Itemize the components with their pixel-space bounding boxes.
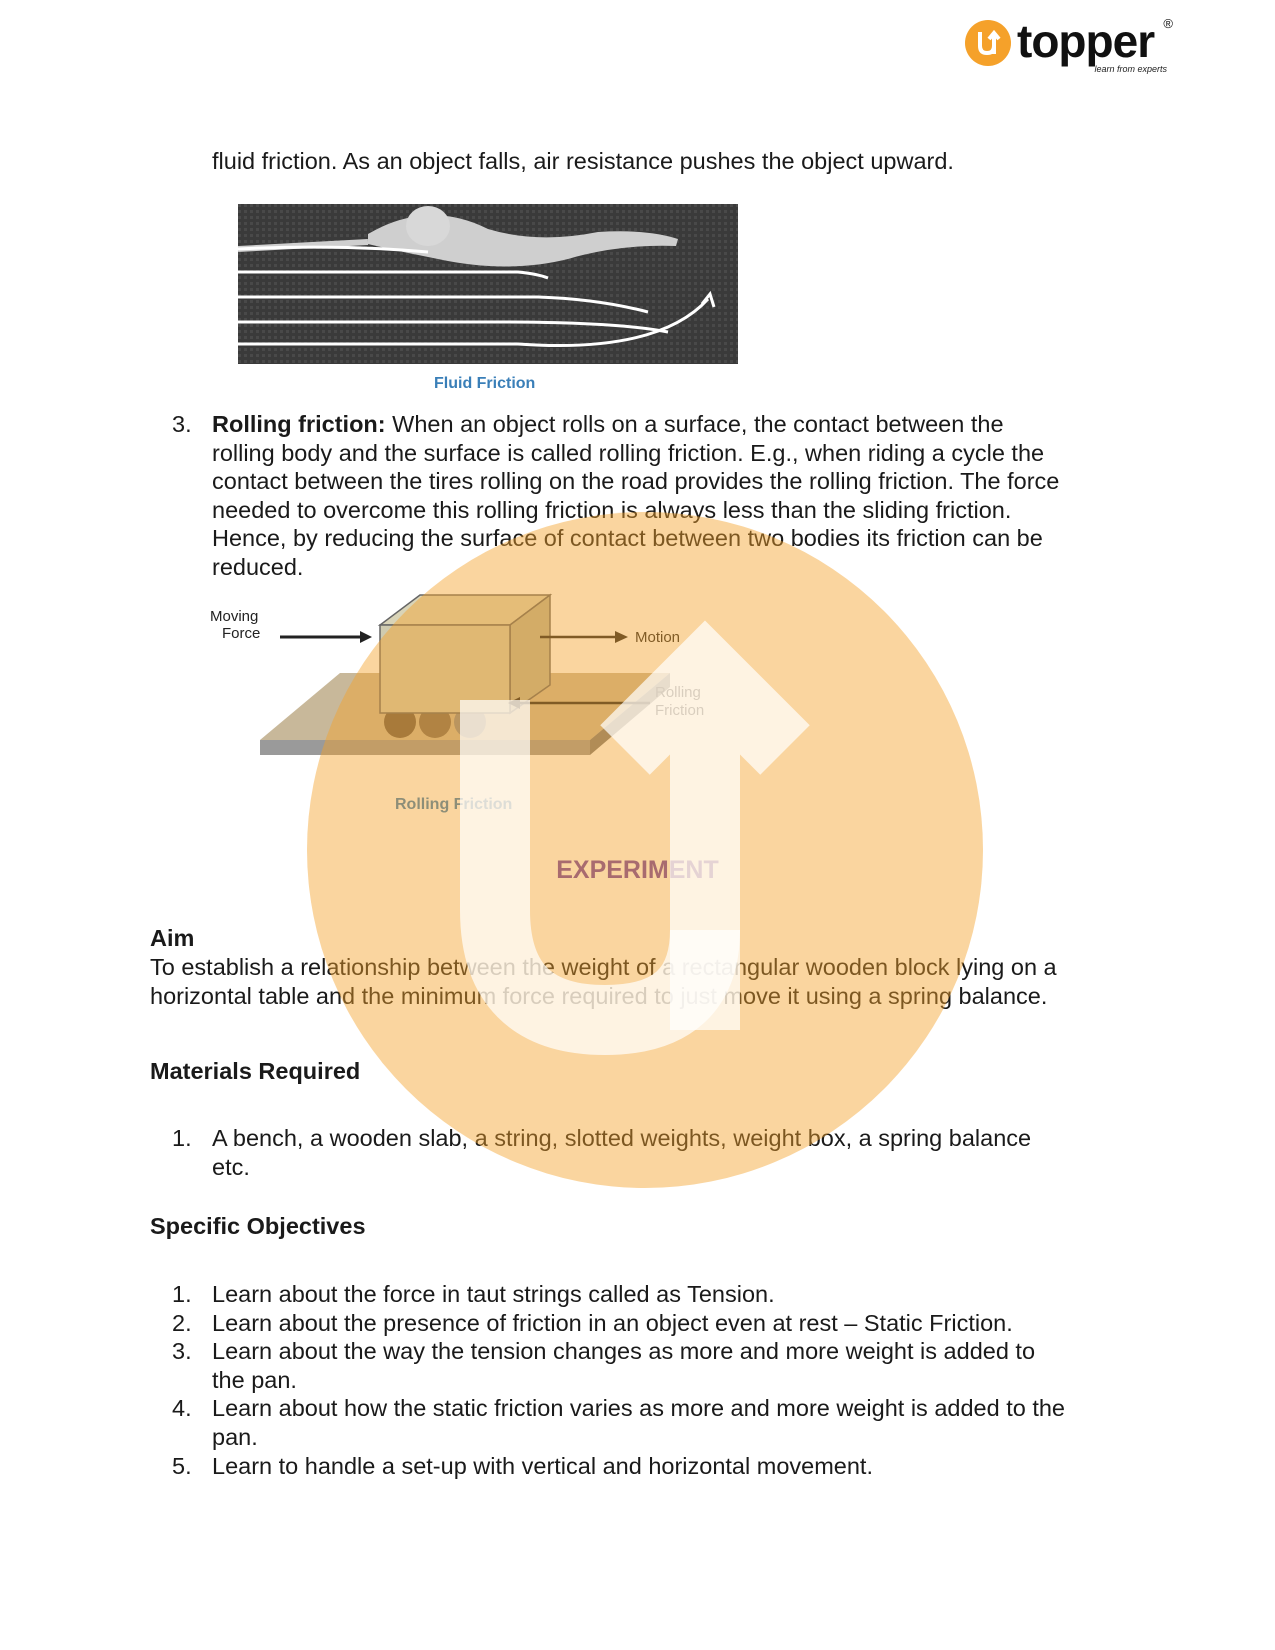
objective-5-line-1: Learn to handle a set-up with vertical and horizontal movement. bbox=[212, 1452, 873, 1479]
list-item bbox=[172, 1452, 1122, 1481]
rolling-line-2: rolling body and the surface is called rolling friction. E.g., when riding a cycle the bbox=[212, 439, 1045, 466]
material-line-2: etc. bbox=[212, 1153, 250, 1180]
objectives-list bbox=[172, 1280, 1122, 1480]
rolling-line-4: needed to overcome this rolling friction is always less than the sliding friction. bbox=[212, 496, 1012, 523]
objective-2-line-1: Learn about the presence of friction in an object even at rest – Static Friction. bbox=[212, 1309, 1013, 1336]
topper-logo bbox=[965, 15, 1175, 80]
list-number: 3. bbox=[172, 1338, 192, 1365]
rolling-line-5: Hence, by reducing the surface of contact between two bodies its friction can be bbox=[212, 525, 1043, 552]
intro-paragraph: fluid friction. As an object falls, air resistance pushes the object upward. bbox=[212, 148, 954, 174]
list-number: 3. bbox=[172, 411, 192, 437]
list-item bbox=[172, 1280, 1122, 1309]
rolling-friction-figure bbox=[210, 585, 770, 825]
materials-heading: Materials Required bbox=[150, 1058, 361, 1084]
rolling-line-3: contact between the tires rolling on the road provides the rolling friction. The force bbox=[212, 468, 1060, 495]
objectives-heading: Specific Objectives bbox=[150, 1213, 366, 1239]
rolling-friction-caption: Rolling Friction bbox=[395, 796, 513, 813]
motion-label: Motion bbox=[635, 629, 681, 646]
objective-3-line-2: the pan. bbox=[212, 1366, 297, 1393]
rolling-label-2: Friction bbox=[655, 702, 705, 719]
list-number: 5. bbox=[172, 1452, 192, 1479]
list-number: 4. bbox=[172, 1395, 192, 1422]
rolling-friction-item bbox=[172, 410, 1122, 582]
rolling-line-6: reduced. bbox=[212, 553, 304, 580]
list-number: 1. bbox=[172, 1125, 192, 1151]
list-item bbox=[172, 1394, 1122, 1451]
objective-4-line-2: pan. bbox=[212, 1423, 258, 1450]
fluid-friction-caption: Fluid Friction bbox=[434, 375, 536, 392]
material-line-1: A bench, a wooden slab, a string, slotted weights, weight box, a spring balance bbox=[212, 1125, 1032, 1151]
list-number: 1. bbox=[172, 1281, 192, 1307]
objective-1-line-1: Learn about the force in taut strings called as Tension. bbox=[212, 1281, 775, 1307]
aim-heading: Aim bbox=[150, 925, 195, 951]
aim-line-1: To establish a relationship between the weight of a rectangular wooden block lying on a bbox=[150, 954, 1057, 980]
rolling-label-1: Rolling bbox=[655, 684, 701, 701]
list-number: 2. bbox=[172, 1309, 192, 1336]
list-item bbox=[172, 410, 1122, 582]
aim-line-2: horizontal table and the minimum force required to just move it using a spring balance. bbox=[150, 982, 1048, 1009]
logo-tagline: learn from experts bbox=[1094, 64, 1167, 74]
logo-wordmark: topper bbox=[1017, 15, 1155, 67]
objective-3-line-1: Learn about the way the tension changes as more and more weight is added to bbox=[212, 1338, 1036, 1365]
moving-label-2: Force bbox=[222, 625, 261, 642]
list-item bbox=[172, 1337, 1122, 1394]
logo-mark-icon bbox=[965, 20, 1011, 66]
fluid-friction-figure bbox=[238, 204, 738, 372]
objective-4-line-1: Learn about how the static friction varies as more and more weight is added to the bbox=[212, 1395, 1065, 1422]
list-item bbox=[172, 1124, 1122, 1181]
logo-registered-mark: ® bbox=[1163, 16, 1173, 31]
rolling-line-1: When an object rolls on a surface, the contact between the bbox=[385, 411, 1004, 437]
aim-text bbox=[150, 953, 1130, 1010]
rolling-friction-term: Rolling friction: bbox=[212, 411, 386, 437]
experiment-title: EXPERIMENT bbox=[556, 856, 719, 884]
list-item bbox=[172, 1309, 1122, 1338]
moving-label-1: Moving bbox=[210, 608, 259, 625]
materials-list bbox=[172, 1124, 1122, 1181]
